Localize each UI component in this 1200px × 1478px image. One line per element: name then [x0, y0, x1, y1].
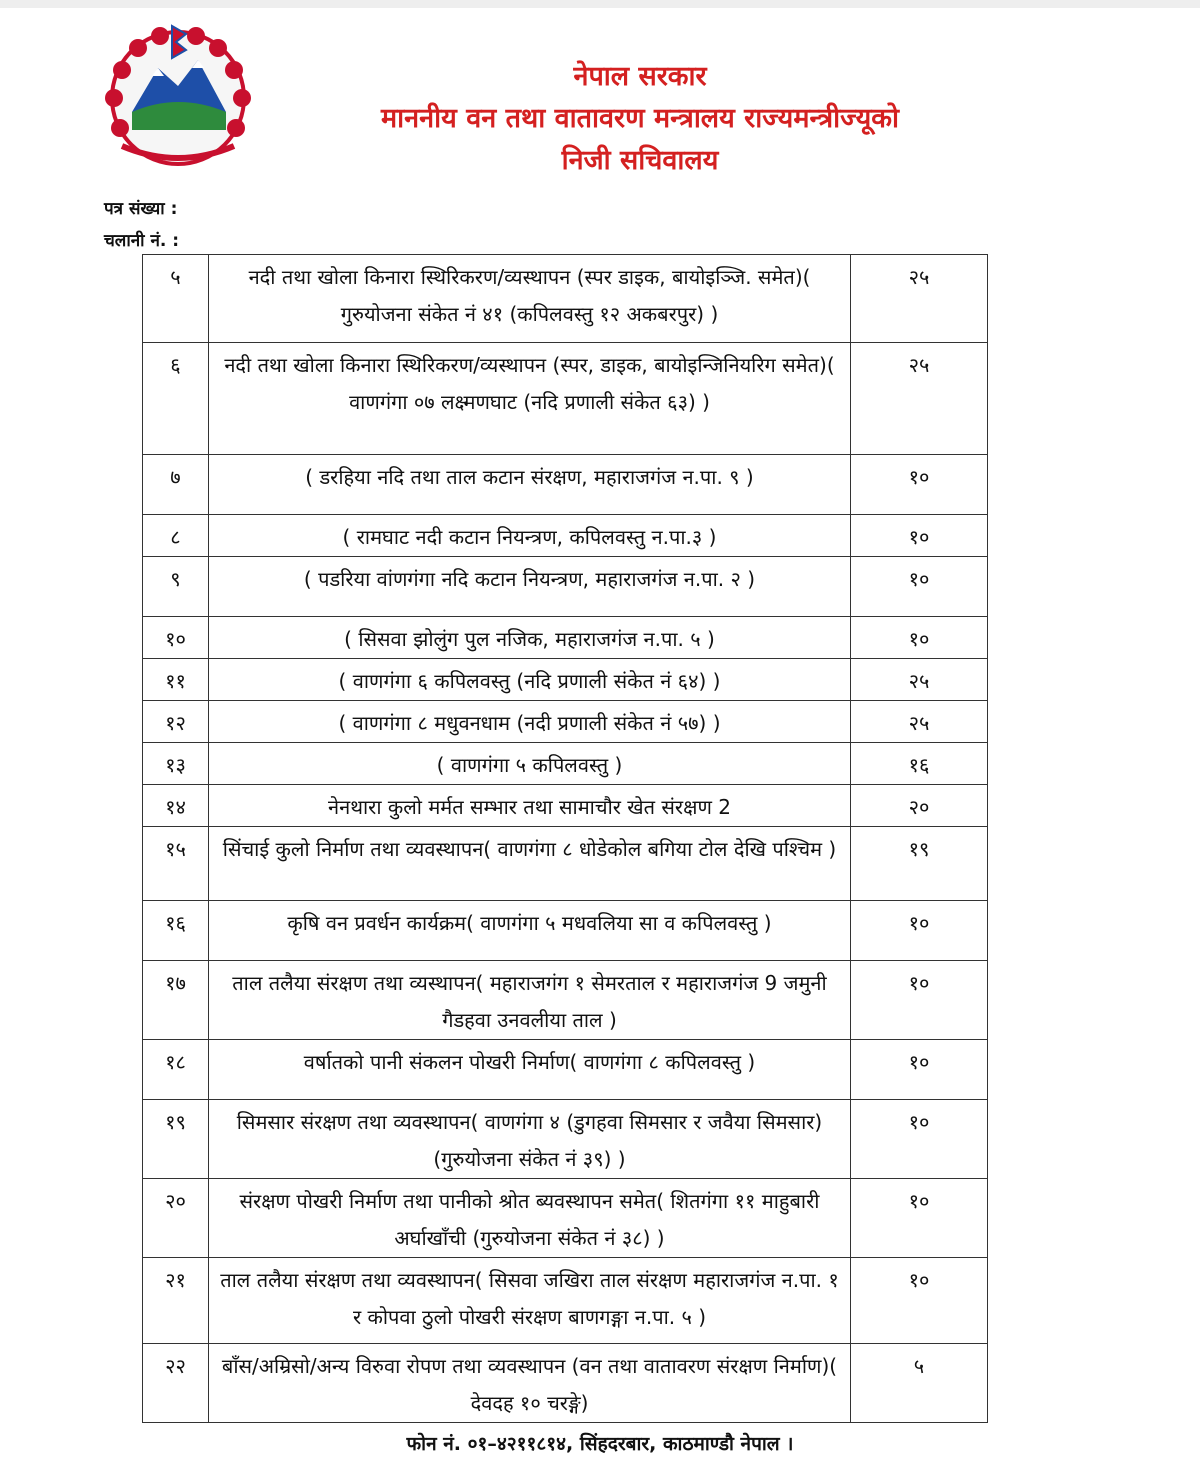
table-row — [143, 785, 988, 827]
amount-cell: १० — [851, 961, 988, 1040]
amount-cell: २५ — [851, 701, 988, 743]
amount-cell: १६ — [851, 743, 988, 785]
amount-cell: १० — [851, 901, 988, 961]
description-cell: नदी तथा खोला किनारा स्थिरिकरण/व्यस्थापन (स्पर, डाइक, बायोइन्जिनियरिग समेत)( वाणगंगा ०७ लक्ष्मणघाट (नदि प्रणाली संकेत ६३) ) — [209, 343, 851, 455]
description-cell: ( पडरिया वांणगंगा नदि कटान नियन्त्रण, महाराजगंज न.पा. २ ) — [209, 557, 851, 617]
program-table — [142, 254, 988, 1423]
serial-number-cell: १३ — [143, 743, 209, 785]
serial-number-cell: १० — [143, 617, 209, 659]
header-ministry: माननीय वन तथा वातावरण मन्त्रालय राज्यमन्त्रीज्यूको — [381, 103, 899, 134]
table-row — [143, 455, 988, 515]
serial-number-cell: १८ — [143, 1040, 209, 1100]
table-row — [143, 961, 988, 1040]
amount-cell: १० — [851, 515, 988, 557]
serial-number-cell: ९ — [143, 557, 209, 617]
serial-number-cell: २१ — [143, 1258, 209, 1344]
table-row — [143, 343, 988, 455]
description-cell: बाँस/अम्रिसो/अन्य विरुवा रोपण तथा व्यवस्थापन (वन तथा वातावरण संरक्षण निर्माण)( देवदह १० चरङ्गे) — [209, 1344, 851, 1423]
table-row — [143, 901, 988, 961]
description-cell: ( डरहिया नदि तथा ताल कटान संरक्षण, महाराजगंज न.पा. ९ ) — [209, 455, 851, 515]
description-cell: ताल तलैया संरक्षण तथा व्यस्थापन( महाराजगंग १ सेमरताल र महाराजगंज 9 जमुनी गैडहवा उनवलीया ताल ) — [209, 961, 851, 1040]
amount-cell: १० — [851, 557, 988, 617]
description-cell: कृषि वन प्रवर्धन कार्यक्रम( वाणगंगा ५ मधवलिया सा व कपिलवस्तु ) — [209, 901, 851, 961]
table-row — [143, 827, 988, 901]
table-row — [143, 701, 988, 743]
letter-number-label: पत्र संख्या : — [104, 199, 178, 219]
amount-cell: २५ — [851, 343, 988, 455]
amount-cell: १० — [851, 1258, 988, 1344]
description-cell: नेनथारा कुलो मर्मत सम्भार तथा सामाचौर खेत संरक्षण 2 — [209, 785, 851, 827]
amount-cell: १० — [851, 1040, 988, 1100]
amount-cell: २५ — [851, 659, 988, 701]
serial-number-cell: १९ — [143, 1100, 209, 1179]
table-row — [143, 743, 988, 785]
amount-cell: १९ — [851, 827, 988, 901]
description-cell: नदी तथा खोला किनारा स्थिरिकरण/व्यस्थापन (स्पर डाइक, बायोइञ्जि. समेत)( गुरुयोजना संकेत नं ४१ (कपिलवस्तु १२ अकबरपुर) ) — [209, 255, 851, 343]
table-row — [143, 1344, 988, 1423]
table-row — [143, 1179, 988, 1258]
table-row — [143, 659, 988, 701]
table-row — [143, 1100, 988, 1179]
serial-number-cell: १६ — [143, 901, 209, 961]
serial-number-cell: ८ — [143, 515, 209, 557]
serial-number-cell: १४ — [143, 785, 209, 827]
table-row — [143, 557, 988, 617]
description-cell: ( रामघाट नदी कटान नियन्त्रण, कपिलवस्तु न.पा.३ ) — [209, 515, 851, 557]
nepal-emblem-icon — [92, 20, 264, 170]
header-government: नेपाल सरकार — [573, 61, 707, 92]
description-cell: ताल तलैया संरक्षण तथा व्यवस्थापन( सिसवा जखिरा ताल संरक्षण महाराजगंज न.पा. १ र कोपवा ठुलो पोखरी संरक्षण बाणगङ्गा न.पा. ५ ) — [209, 1258, 851, 1344]
header-secretariat: निजी सचिवालय — [561, 145, 719, 176]
top-band — [0, 0, 1200, 8]
serial-number-cell: ६ — [143, 343, 209, 455]
description-cell: ( वाणगंगा ८ मधुवनधाम (नदी प्रणाली संकेत नं ५७) ) — [209, 701, 851, 743]
serial-number-cell: ७ — [143, 455, 209, 515]
serial-number-cell: २० — [143, 1179, 209, 1258]
description-cell: वर्षातको पानी संकलन पोखरी निर्माण( वाणगंगा ८ कपिलवस्तु ) — [209, 1040, 851, 1100]
footer-contact: फोन नं. ०१–४२११८१४, सिंहदरबार, काठमाण्डौ नेपाल । — [406, 1433, 794, 1455]
table-row — [143, 1258, 988, 1344]
serial-number-cell: १५ — [143, 827, 209, 901]
serial-number-cell: १२ — [143, 701, 209, 743]
dispatch-number-label: चलानी नं. : — [104, 231, 180, 251]
amount-cell: २० — [851, 785, 988, 827]
serial-number-cell: ५ — [143, 255, 209, 343]
amount-cell: १० — [851, 1179, 988, 1258]
description-cell: ( वाणगंगा ५ कपिलवस्तु ) — [209, 743, 851, 785]
amount-cell: १० — [851, 455, 988, 515]
letterhead — [300, 56, 980, 182]
table-row — [143, 255, 988, 343]
table-row — [143, 515, 988, 557]
amount-cell: १० — [851, 1100, 988, 1179]
description-cell: सिंचाई कुलो निर्माण तथा व्यवस्थापन( वाणगंगा ८ धोडेकोल बगिया टोल देखि पश्चिम ) — [209, 827, 851, 901]
table-row — [143, 617, 988, 659]
amount-cell: २५ — [851, 255, 988, 343]
table-row — [143, 1040, 988, 1100]
serial-number-cell: २२ — [143, 1344, 209, 1423]
description-cell: ( वाणगंगा ६ कपिलवस्तु (नदि प्रणाली संकेत नं ६४) ) — [209, 659, 851, 701]
serial-number-cell: १७ — [143, 961, 209, 1040]
amount-cell: १० — [851, 617, 988, 659]
amount-cell: ५ — [851, 1344, 988, 1423]
description-cell: ( सिसवा झोलुंग पुल नजिक, महाराजगंज न.पा. ५ ) — [209, 617, 851, 659]
description-cell: संरक्षण पोखरी निर्माण तथा पानीको श्रोत ब्यवस्थापन समेत( शितगंगा ११ माहुबारी अर्घाखाँची (गुरुयोजना संकेत नं ३८) ) — [209, 1179, 851, 1258]
serial-number-cell: ११ — [143, 659, 209, 701]
description-cell: सिमसार संरक्षण तथा व्यवस्थापन( वाणगंगा ४ (डुगहवा सिमसार र जवैया सिमसार) (गुरुयोजना संकेत नं ३९) ) — [209, 1100, 851, 1179]
